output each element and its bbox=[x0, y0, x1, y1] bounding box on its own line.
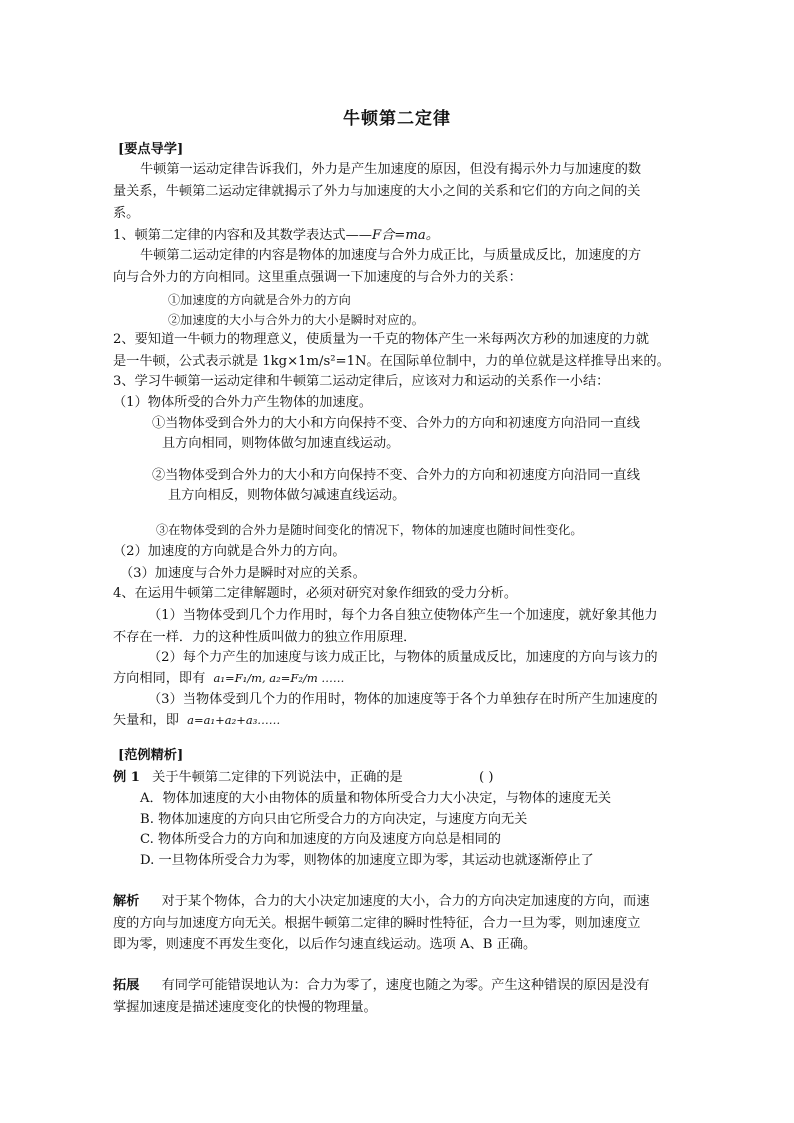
example1-answer-blank: ( ) bbox=[479, 770, 494, 785]
extend-text-1: 有同学可能错误地认为：合力为零了，速度也随之为零。产生这种错误的原因是没有 bbox=[161, 978, 650, 993]
point4-2-text: 方向相同，即有 bbox=[113, 671, 206, 686]
analysis-line-3: 即为零，则速度不再发生变化，以后作匀速直线运动。选项 A、B 正确。 bbox=[113, 937, 537, 952]
intro-line-1: 牛顿第一运动定律告诉我们，外力是产生加速度的原因，但没有揭示外力与加速度的数 bbox=[140, 162, 642, 177]
point3-c: ③在物体受到的合外力是随时间变化的情况下，物体的加速度也随时间性变化。 bbox=[156, 523, 583, 537]
point3-b-line-1: ②当物体受到合外力的大小和方向保持不变、合外力的方向和初速度方向沿同一直线 bbox=[152, 468, 640, 483]
intro-line-3: 系。 bbox=[113, 206, 140, 221]
option-b: B. 物体加速度的方向只由它所受合力的方向决定，与速度方向无关 bbox=[140, 812, 528, 827]
point3-title: 3、学习牛顿第一运动定律和牛顿第二运动定律后，应该对力和运动的关系作一小结： bbox=[113, 374, 610, 389]
point4-3-line-1: （3）当物体受到几个力的作用时，物体的加速度等于各个力单独存在时所产生加速度的 bbox=[148, 692, 658, 707]
extend-line-2: 掌握加速度是描述速度变化的快慢的物理量。 bbox=[113, 1000, 377, 1015]
example1-question bbox=[113, 768, 494, 788]
point3-sub-2: （2）加速度的方向就是合外力的方向。 bbox=[113, 544, 346, 559]
point2-line-1: 2、要知道一牛顿力的物理意义，使质量为一千克的物体产生一米每两次方秒的加速度的力就 bbox=[113, 332, 649, 347]
option-a: A．物体加速度的大小由物体的质量和物体所受合力大小决定，与物体的速度无关 bbox=[140, 791, 612, 806]
point4-title: 4、在运用牛顿第二定律解题时，必须对研究对象作细致的受力分析。 bbox=[113, 586, 518, 601]
option-d: D. 一旦物体所受合力为零，则物体的加速度立即为零，其运动也就逐渐停止了 bbox=[140, 853, 594, 868]
point4-2-formula: a₁=F₁/m, a₂=F₂/m …… bbox=[213, 671, 345, 685]
analysis-line-2: 度的方向与加速度方向无关。根据牛顿第二定律的瞬时性特征，合力一旦为零，则加速度立 bbox=[113, 916, 641, 931]
point3-b-line-2: 且方向相反，则物体做匀减速直线运动。 bbox=[168, 488, 406, 503]
point1-body-2: 向与合外力的方向相同。这里重点强调一下加速度的与合外力的关系： bbox=[113, 270, 522, 285]
point1-title bbox=[113, 226, 439, 246]
point4-2-line-1: （2）每个力产生的加速度与该力成正比，与物体的质量成反比，加速度的方向与该力的 bbox=[148, 650, 658, 665]
point1-formula: F合=ma。 bbox=[371, 228, 439, 243]
option-c: C. 物体所受合力的方向和加速度的方向及速度方向总是相同的 bbox=[140, 832, 501, 847]
examples-heading: [范例精析] bbox=[118, 748, 184, 763]
example1-question-text: 关于牛顿第二定律的下列说法中，正确的是 bbox=[152, 770, 403, 785]
page-title: 牛顿第二定律 bbox=[343, 109, 451, 129]
point4-2-line-2 bbox=[113, 668, 344, 689]
extend-line-1 bbox=[113, 976, 650, 996]
analysis-line-1 bbox=[113, 892, 650, 912]
analysis-label: 解析 bbox=[113, 894, 140, 909]
point1-item-2: ②加速度的大小与合外力的大小是瞬时对应的。 bbox=[168, 313, 424, 327]
intro-line-2: 量关系，牛顿第二运动定律就揭示了外力与加速度的大小之间的关系和它们的方向之间的关 bbox=[113, 184, 641, 199]
point3-sub-3: （3）加速度与合外力是瞬时对应的关系。 bbox=[120, 566, 366, 581]
guide-heading: [要点导学] bbox=[118, 142, 184, 157]
point1-item-1: ①加速度的方向就是合外力的方向 bbox=[168, 293, 351, 307]
point4-1-line-2: 不存在一样．力的这种性质叫做力的独立作用原理． bbox=[113, 630, 417, 645]
extend-label: 拓展 bbox=[113, 978, 140, 993]
point3-a-line-1: ①当物体受到合外力的大小和方向保持不变、合外力的方向和初速度方向沿同一直线 bbox=[152, 416, 640, 431]
analysis-text-1: 对于某个物体，合力的大小决定加速度的大小，合力的方向决定加速度的方向，而速 bbox=[161, 894, 650, 909]
point4-3-line-2 bbox=[113, 710, 280, 731]
point4-3-formula: a=a₁+a₂+a₃…… bbox=[187, 713, 281, 727]
point3-sub-1: （1）物体所受的合外力产生物体的加速度。 bbox=[113, 395, 372, 410]
point1-body-1: 牛顿第二运动定律的内容是物体的加速度与合外力成正比，与质量成反比，加速度的方 bbox=[140, 248, 642, 263]
point3-a-line-2: 且方向相同，则物体做匀加速直线运动。 bbox=[162, 436, 400, 451]
point4-1-line-1: （1）当物体受到几个力作用时，每个力各自独立使物体产生一个加速度，就好象其他力 bbox=[148, 608, 658, 623]
example1-label: 例 1 bbox=[113, 770, 140, 785]
point1-title-text: 1、顿第二定律的内容和及其数学表达式—— bbox=[113, 228, 372, 243]
point2-line-2: 是一牛顿，公式表示就是 1kg×1m/s²=1N。在国际单位制中，力的单位就是这样推导出来的。 bbox=[113, 354, 670, 369]
point4-3-text: 矢量和，即 bbox=[113, 713, 179, 728]
